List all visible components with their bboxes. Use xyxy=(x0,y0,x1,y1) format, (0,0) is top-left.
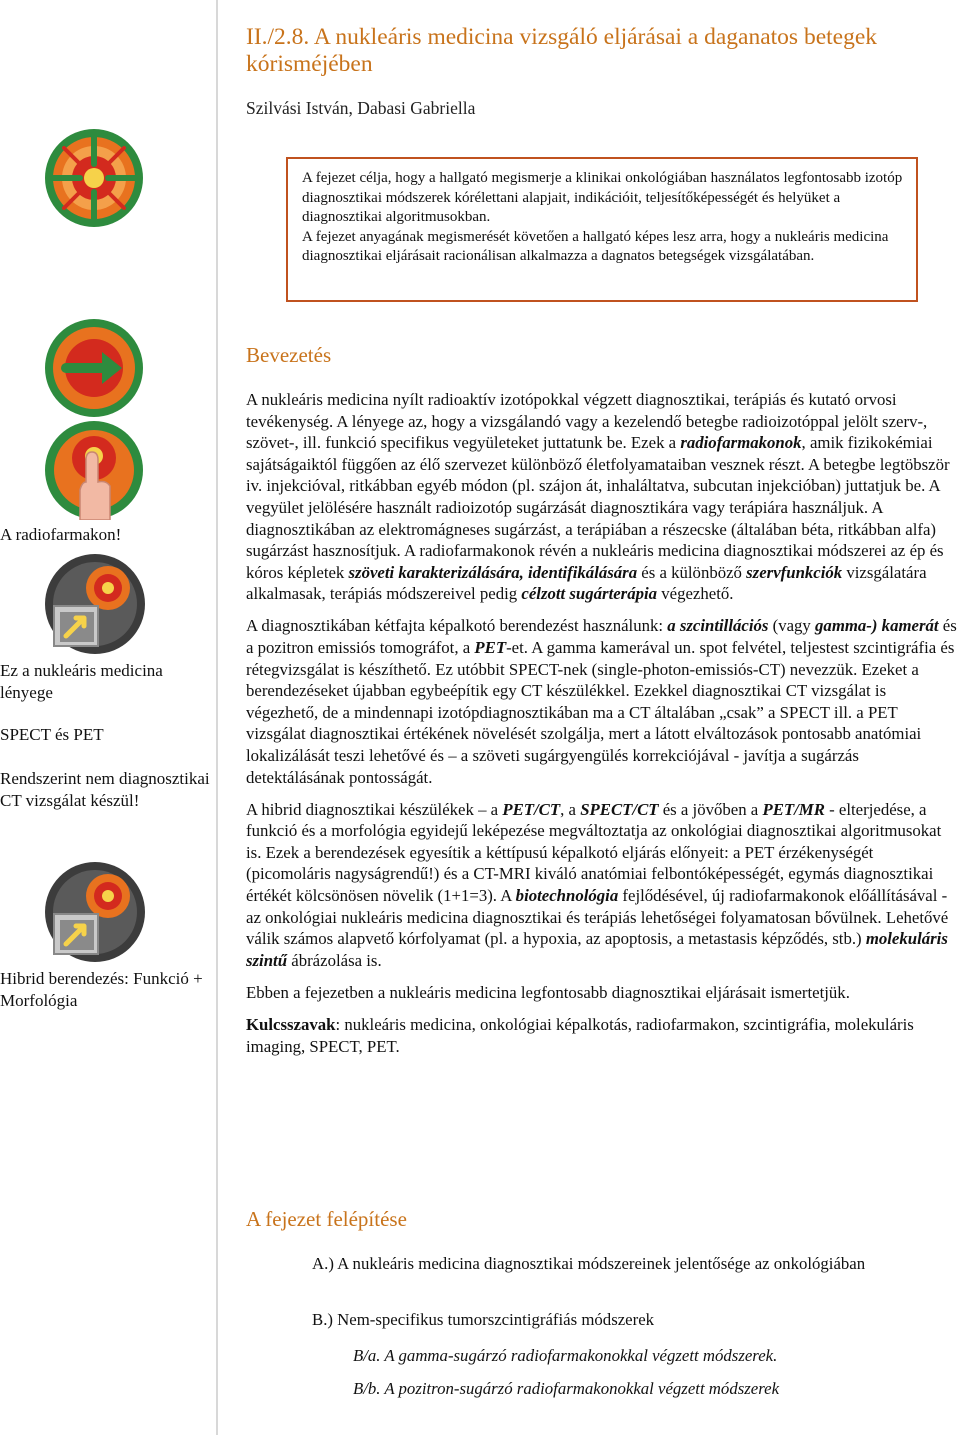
term-organ-functions: szervfunkciók xyxy=(746,562,843,582)
text-run: és a pozitron emissiós tomográfot, a xyxy=(246,616,957,658)
side-note-essence: Ez a nukleáris medicina lényege xyxy=(0,661,163,702)
intro-body xyxy=(246,389,958,1068)
side-note-ct: Rendszerint nem diagnosztikai CT vizsgálat készül! xyxy=(0,769,210,810)
structure-subitem-bb: B/b. A pozitron-sugárzó radiofarmakonokkal végzett módszerek xyxy=(353,1379,780,1398)
keywords-paragraph xyxy=(246,1014,958,1057)
text-run: A diagnosztikában kétfajta képalkotó berendezést használunk: xyxy=(246,616,668,636)
text-run: végezhető. xyxy=(657,584,734,604)
goal-paragraph-1: A fejezet célja, hogy a hallgató megismerje a klinikai onkológiában használatos legfontosabb izotóp diagnosztikai módszerek kórélettani alapjait, indikációit, teljesítőképességét és helyüket a diagnosztikai algoritmusokban. xyxy=(302,170,903,225)
goal-paragraph-2: A fejezet anyagának megismerését követően a hallgató képes lesz arra, hogy a nukleáris medicina diagnosztikai eljárásait racionálisan alkalmazza a dagnatos betegségek vizsgálatában. xyxy=(302,228,889,264)
arrow-right-icon xyxy=(44,318,144,418)
authors: Szilvási István, Dabasi Gabriella xyxy=(246,98,476,118)
term-gamma-camera: gamma-) kamerát xyxy=(815,616,939,636)
finger-touch-icon xyxy=(44,420,144,520)
text-run: (vagy xyxy=(768,616,816,636)
structure-item-a: A.) A nukleáris medicina diagnosztikai módszereinek jelentősége az onkológiában xyxy=(312,1254,866,1273)
keywords-text: : nukleáris medicina, onkológiai képalkotás, radiofarmakon, szcintigráfia, molekuláris imaging, SPECT, PET. xyxy=(246,1015,914,1056)
text-run: fejlődésével, új radiofarmakonok előállításával - az onkológiai nukleáris medicina diagnosztikai és terápiás lehetőségei folyamatosan bővülnek. Lehetővé válik számos alapvető kórfolyamat (pl. a hypoxia, az apoptosis, a metastasis képződés, stb.) xyxy=(246,886,949,949)
section-heading-structure: A fejezet felépítése xyxy=(246,1207,407,1231)
keywords-label: Kulcsszavak xyxy=(246,1015,336,1035)
text-run: - elterjedése, a funkció és a morfológia egyidejű leképezése megváltoztatja az onkológiai diagnosztikai algoritmusokat is. Ezek a berendezések egyesítik a kéttípusú képalkotó eljárás előnyeit: a PET érzékenységét (picomoláris nagyságrendű!) és a CT-MRI kiváló anatómiai felbontóképességét, egymás diagnosztikai értékét kölcsönösen növelik (1+1=3). A xyxy=(246,799,942,906)
column-divider xyxy=(216,0,218,1435)
term-biotechnology: biotechnológia xyxy=(515,886,619,906)
term-radiofarmakonok: radiofarmakonok xyxy=(680,433,802,453)
text-run: vizsgálatára alkalmasak, terápiás módszereivel pedig xyxy=(246,562,927,604)
term-pet-ct: PET/CT xyxy=(502,799,561,819)
structure-item-b: B.) Nem-specifikus tumorszcintigráfiás módszerek xyxy=(312,1310,655,1329)
term-pet: PET xyxy=(474,638,507,658)
chapter-title: II./2.8. A nukleáris medicina vizsgáló eljárásai a daganatos betegek kórisméjében xyxy=(246,24,878,77)
section-heading-intro: Bevezetés xyxy=(246,343,332,367)
intro-paragraph-3 xyxy=(246,799,958,972)
term-spect-ct: SPECT/CT xyxy=(580,799,659,819)
structure-subitem-ba: B/a. A gamma-sugárzó radiofarmakonokkal végzett módszerek. xyxy=(353,1346,778,1365)
side-note-radiofarmakon: A radiofarmakon! xyxy=(0,525,122,544)
intro-paragraph-1 xyxy=(246,389,958,605)
hybrid-device-icon xyxy=(44,860,146,964)
side-note-hybrid: Hibrid berendezés: Funkció + Morfológia xyxy=(0,969,203,1010)
intro-paragraph-2 xyxy=(246,615,958,788)
text-run: , amik fizikokémiai sajátságaiktól függően az élő szervezet különböző életfolyamataiban vesznek részt. A betegbe legtöbször iv. injekcióval, ritkábban egyéb módon (pl. szájon át, inhaláltatva, subcutan injekcióban) juttatjuk be. A vegyület jelölésére használt radioizotóp sugárzását diagnosztikára vagy terápiára használjuk. A diagnosztikában az elektromágneses sugárzást, a terápiában a részecske (általában béta, ritkábban alfa) sugárzást hasznosítjuk. A radiofarmakonok révén a nukleáris medicina diagnosztikai módszerei az ép és kóros képletek xyxy=(246,433,950,582)
gamma-camera-icon xyxy=(44,552,146,656)
term-targeted-therapy: célzott sugárterápia xyxy=(521,584,658,604)
text-run: A hibrid diagnosztikai készülékek – a xyxy=(246,799,503,819)
chapter-goal-box xyxy=(286,157,918,302)
target-arrows-icon xyxy=(44,128,144,228)
term-molecular-level: molekuláris szintű xyxy=(246,929,948,970)
text-run: , a xyxy=(560,799,581,819)
term-tissue-characterization: szöveti karakterizálására, identifikálására xyxy=(348,562,638,582)
text-run: ábrázolása is. xyxy=(287,950,382,970)
side-note-spect-pet: SPECT és PET xyxy=(0,725,104,744)
term-scintillation: a szcintillációs xyxy=(667,616,769,636)
text-run: A nukleáris medicina nyílt radioaktív izotópokkal végzett diagnosztikai, terápiás és kutató orvosi tevékenység. A lényege az, hogy a vizsgálandó vagy a kezelendő betegbe radioizotóppal jelölt szerv-, szövet-, ill. funkció specifikus vegyületeket juttatunk be. Ezek a xyxy=(246,390,928,453)
text-run: -et. A gamma kamerával un. spot felvétel, teljestest szcintigráfia és rétegvizsgálat is készíthető. Ez utóbbit SPECT-nek (single-photon-emissiós-CT) nevezzük. Ezeket a berendezéseket újabban egybeépítik egy CT készülékkel. Ezekkel diagnosztikai CT vizsgálat is végezhető, de a mindennapi izotópdiagnosztikában ma a CT általában „csak” a SPECT ill. a PET vizsgálat diagnosztikai értékének növelését szolgálja, mert a látott elváltozások pontosabb anatómiai lokalizálását teszi lehetővé és – a szöveti sugárgyengülés korrekciójával - javítja a sugárzás detektálásának pontosságát. xyxy=(246,638,955,787)
text-run: és a különböző xyxy=(637,562,747,582)
intro-paragraph-4: Ebben a fejezetben a nukleáris medicina legfontosabb diagnosztikai eljárásait ismertetjük. xyxy=(246,982,850,1002)
text-run: és a jövőben a xyxy=(658,799,763,819)
term-pet-mr: PET/MR xyxy=(762,799,825,819)
